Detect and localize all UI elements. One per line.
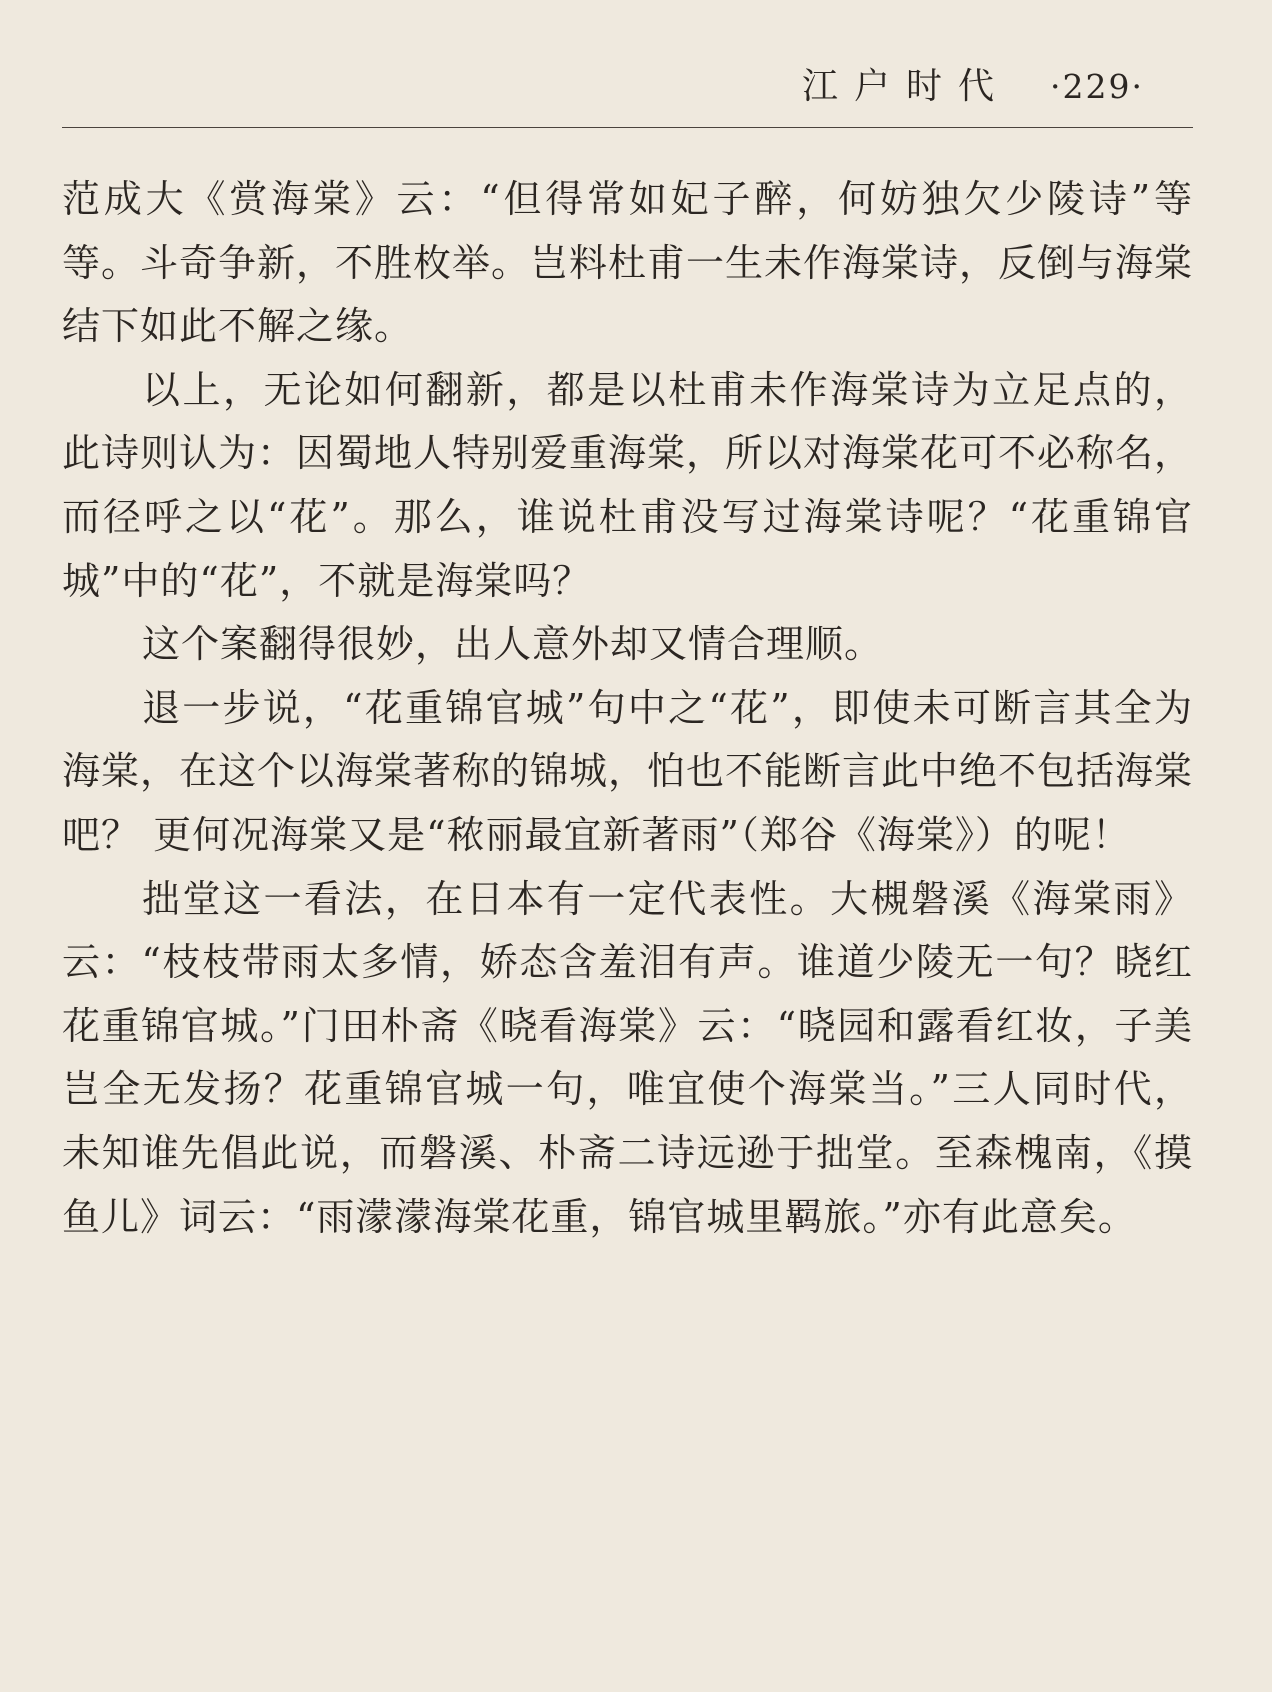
page-number: ·229· — [1050, 67, 1144, 106]
section-title: 江户时代 — [802, 66, 1011, 107]
running-header — [802, 58, 1144, 109]
paragraph-3: 这个案翻得很妙，出人意外却又情合理顺。 — [142, 622, 884, 667]
paragraph-5: 拙堂这一看法，在日本有一定代表性。大槻磐溪《海棠雨》云：“枝枝带雨太多情，娇态含羞泪有声。谁道少陵无一句？晓红花重锦官城。”门田朴斋《晓看海棠》云：“晓园和露看红妆，子美岂全无发扬？花重锦官城一句，唯宜使个海棠当。”三人同时代，未知谁先倡此说，而磐溪、朴斋二诗远逊于拙堂。至森槐南，《摸鱼儿》词云：“雨濛濛海棠花重，锦官城里羁旅。”亦有此意矣。 — [62, 876, 1193, 1239]
paragraph-1: 范成大《赏海棠》云：“但得常如妃子醉，何妨独欠少陵诗”等等。斗奇争新，不胜枚举。岂料杜甫一生未作海棠诗，反倒与海棠结下如此不解之缘。 — [62, 177, 1194, 349]
paragraph-2: 以上，无论如何翻新，都是以杜甫未作海棠诗为立足点的，此诗则认为：因蜀地人特别爱重海棠，所以对海棠花可不必称名，而径呼之以“花”。那么，谁说杜甫没写过海棠诗呢？“花重锦官城”中的“花”，不就是海棠吗？ — [62, 367, 1194, 603]
body-text — [62, 168, 1193, 1249]
header-rule — [62, 127, 1193, 128]
paragraph-4: 退一步说，“花重锦官城”句中之“花”，即使未可断言其全为海棠，在这个以海棠著称的锦城，怕也不能断言此中绝不包括海棠吧？ 更何况海棠又是“秾丽最宜新著雨”（郑谷《海棠》）的呢！ — [62, 685, 1194, 857]
